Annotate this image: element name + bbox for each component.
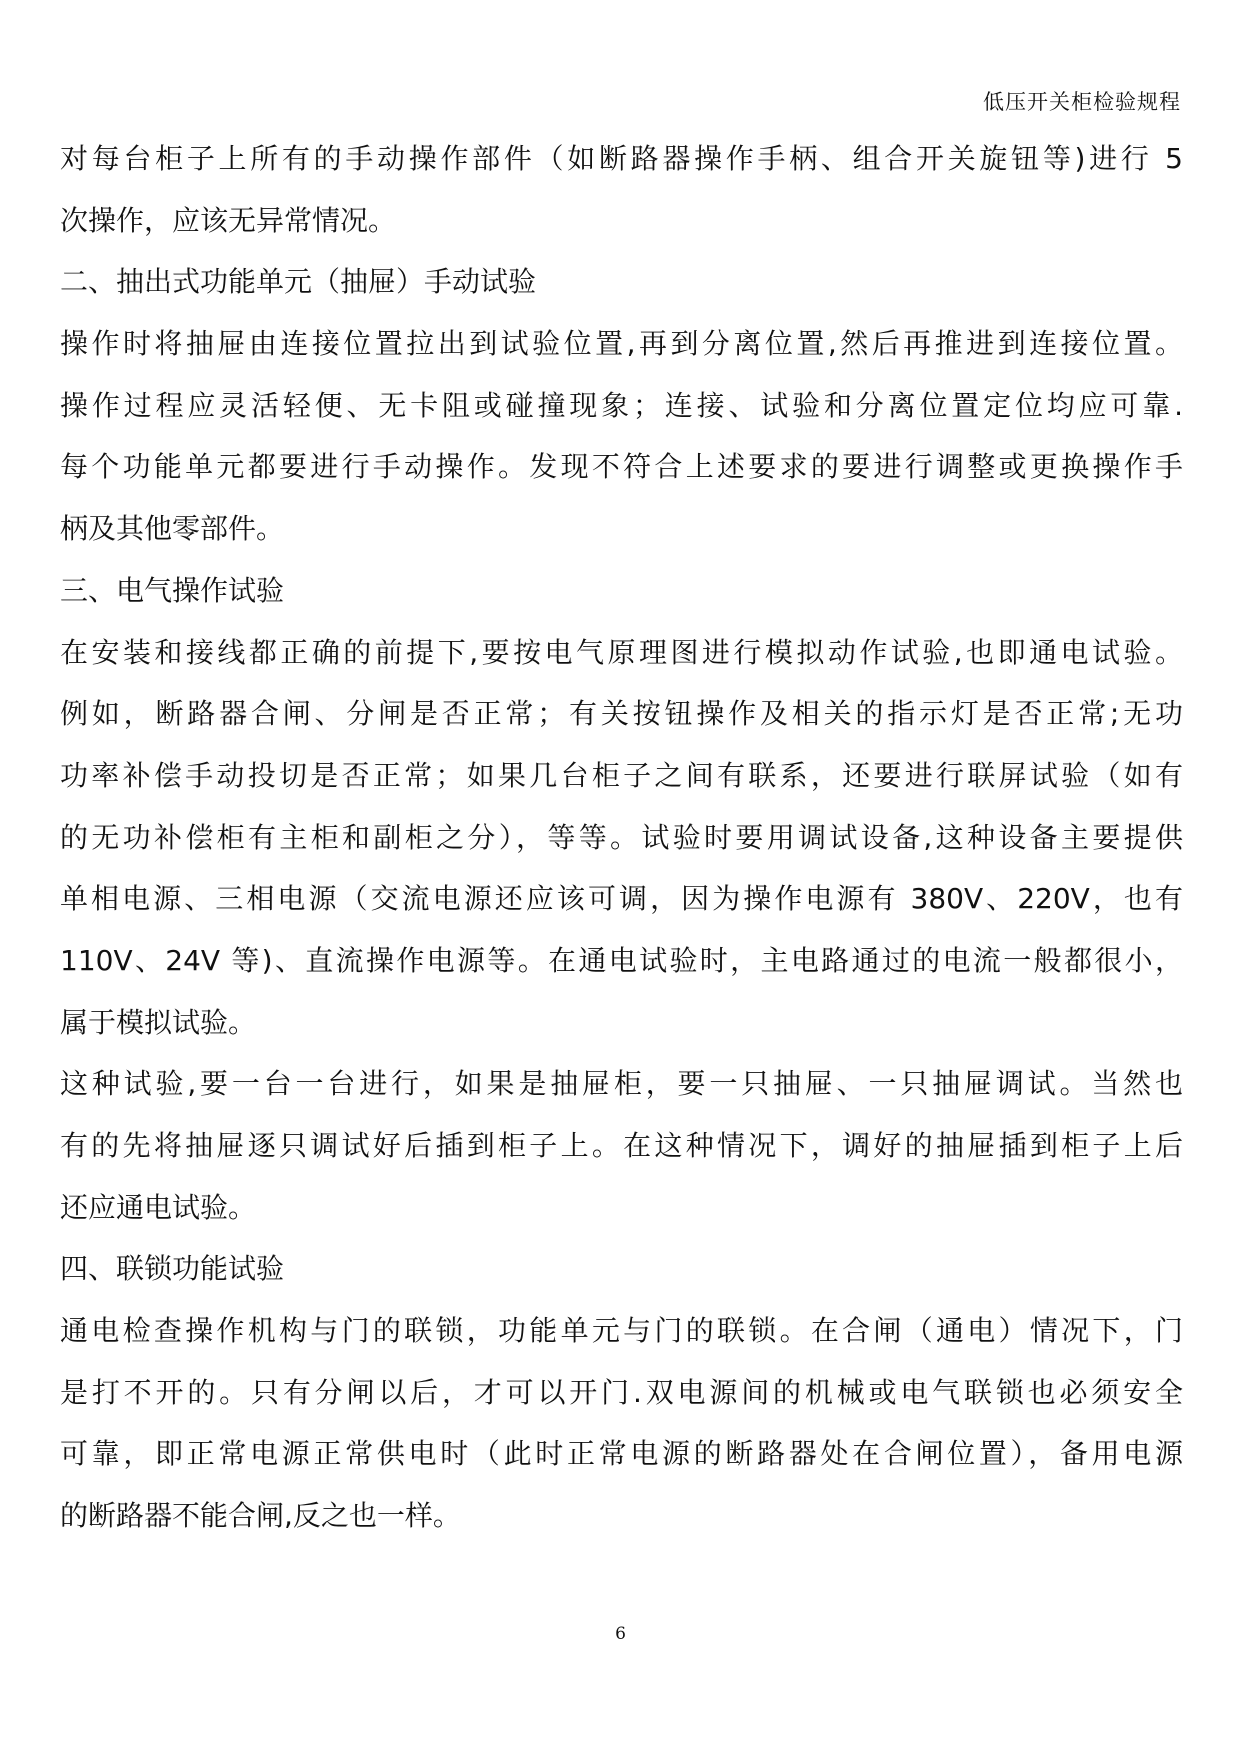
text-line: 在安装和接线都正确的前提下,要按电气原理图进行模拟动作试验,也即通电试验。: [60, 635, 1183, 669]
text-line: 属于模拟试验。: [60, 1005, 257, 1039]
text-line: 操作时将抽屉由连接位置拉出到试验位置,再到分离位置,然后再推进到连接位置。: [60, 327, 1183, 361]
text-line: 单相电源、三相电源（交流电源还应该可调，因为操作电源有 380V、220V，也有: [60, 882, 1183, 916]
text-line: 还应通电试验。: [60, 1190, 257, 1224]
text-line: 可靠，即正常电源正常供电时（此时正常电源的断路器处在合闸位置），备用电源: [60, 1437, 1183, 1471]
text-line: 通电检查操作机构与门的联锁，功能单元与门的联锁。在合闸（通电）情况下，门: [60, 1314, 1183, 1348]
text-line: 操作过程应灵活轻便、无卡阻或碰撞现象；连接、试验和分离位置定位均应可靠.: [60, 388, 1183, 422]
text-line: 的断路器不能合闸,反之也一样。: [60, 1499, 461, 1533]
document-body: [60, 128, 1183, 1547]
text-line: 功率补偿手动投切是否正常；如果几台柜子之间有联系，还要进行联屏试验（如有: [60, 758, 1183, 792]
text-line: 是打不开的。只有分闸以后，才可以开门.双电源间的机械或电气联锁也必须安全: [60, 1375, 1183, 1409]
text-line: 这种试验,要一台一台进行，如果是抽屉柜，要一只抽屉、一只抽屉调试。当然也: [60, 1067, 1183, 1101]
page-number: 6: [615, 1624, 626, 1644]
text-line: 例如，断路器合闸、分闸是否正常；有关按钮操作及相关的指示灯是否正常;无功: [60, 697, 1183, 731]
section-heading: 二、抽出式功能单元（抽屉）手动试验: [60, 265, 537, 299]
section-heading: 四、联锁功能试验: [60, 1252, 285, 1286]
page-header-title: 低压开关柜检验规程: [983, 90, 1181, 114]
text-line: 的无功补偿柜有主柜和副柜之分），等等。试验时要用调试设备,这种设备主要提供: [60, 820, 1183, 854]
text-line: 有的先将抽屉逐只调试好后插到柜子上。在这种情况下，调好的抽屉插到柜子上后: [60, 1129, 1183, 1162]
text-line: 对每台柜子上所有的手动操作部件（如断路器操作手柄、组合开关旋钮等)进行 5: [60, 142, 1183, 175]
text-line: 110V、24V 等)、直流操作电源等。在通电试验时，主电路通过的电流一般都很小，: [60, 943, 1183, 977]
text-line: 次操作，应该无异常情况。: [60, 203, 397, 237]
section-heading: 三、电气操作试验: [60, 573, 285, 607]
text-line: 柄及其他零部件。: [60, 512, 285, 546]
text-line: 每个功能单元都要进行手动操作。发现不符合上述要求的要进行调整或更换操作手: [60, 450, 1183, 484]
